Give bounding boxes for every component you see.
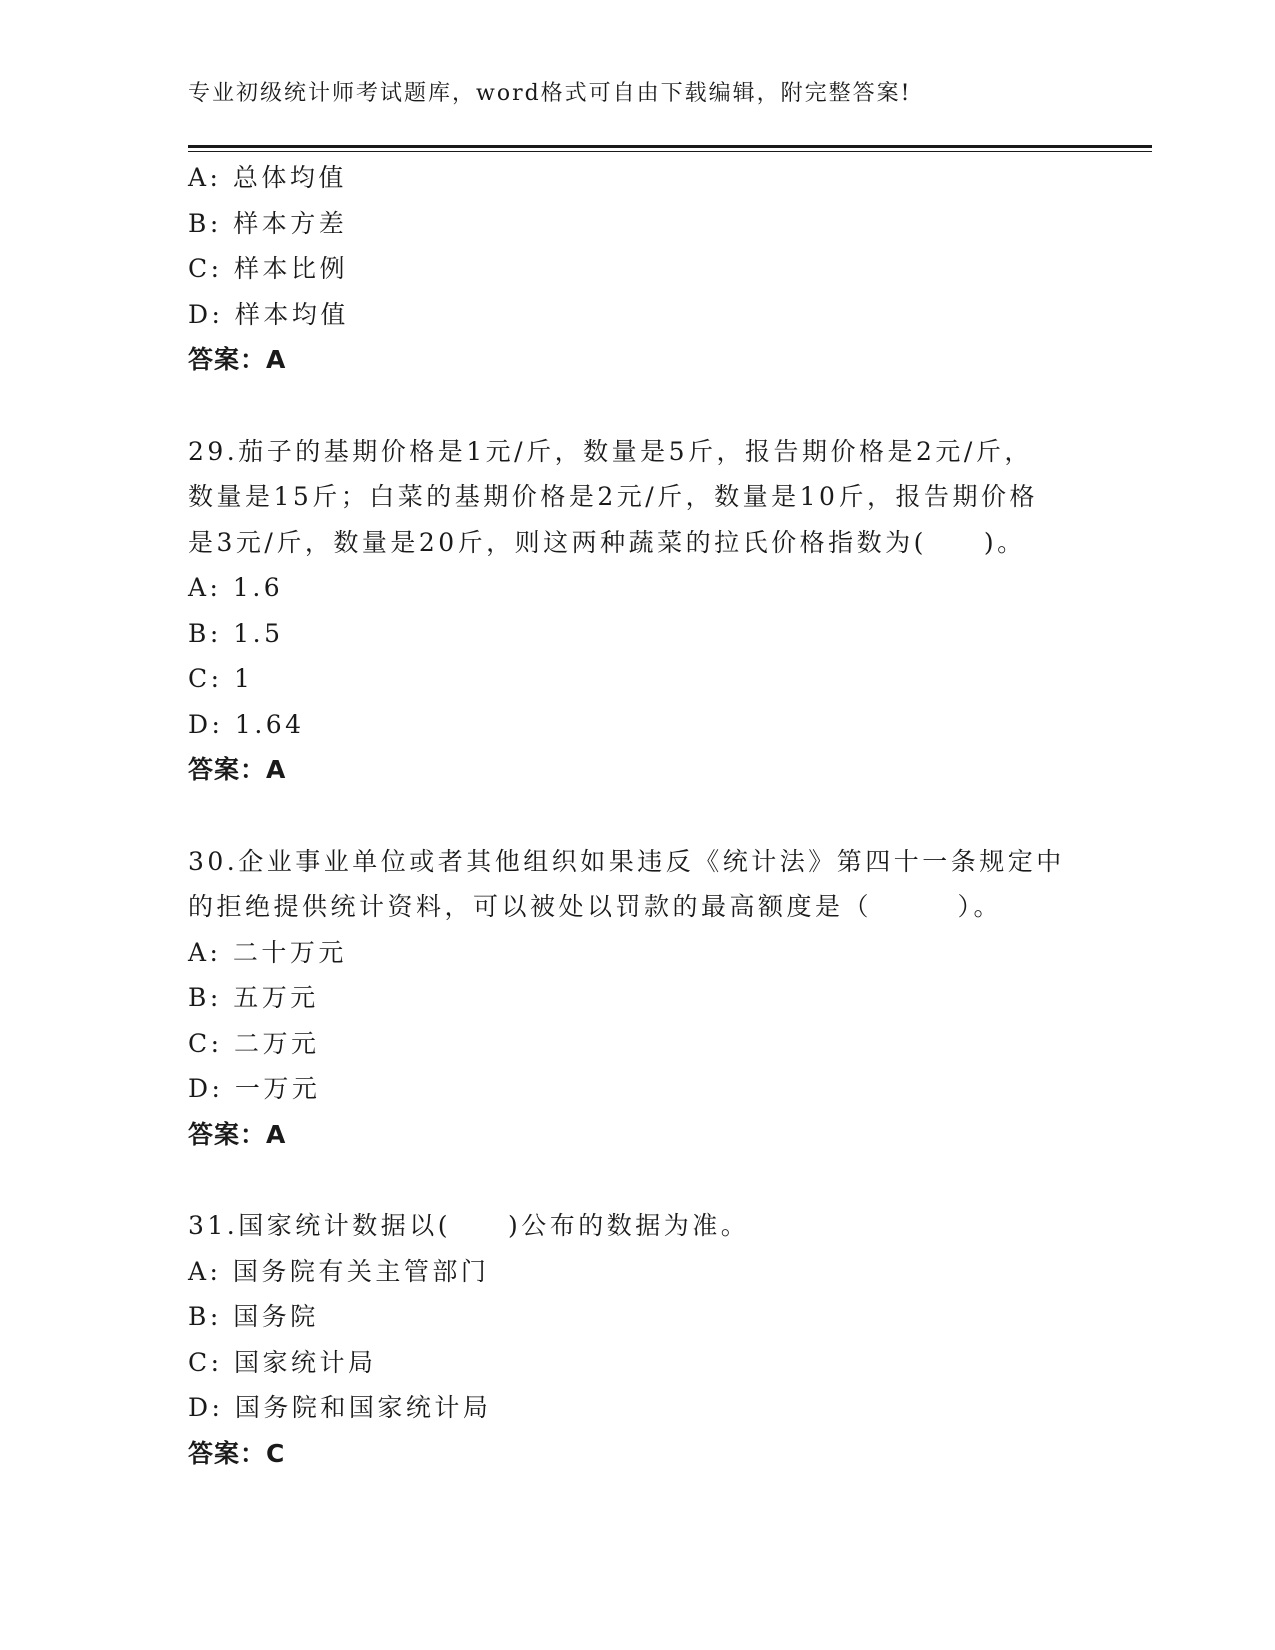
option-a: A: 1.6 (188, 573, 284, 602)
document-body (188, 155, 1088, 1476)
option-a: A: 二十万元 (188, 937, 347, 967)
option-c: C: 1 (188, 664, 254, 693)
option-a: A: 国务院有关主管部门 (188, 1256, 490, 1286)
question-30 (188, 839, 1088, 1158)
option-d: D: 样本均值 (188, 299, 349, 329)
question-29 (188, 429, 1088, 793)
option-d: D: 国务院和国家统计局 (188, 1393, 492, 1422)
option-c: C: 二万元 (188, 1028, 320, 1058)
answer: 答案：C (188, 1438, 286, 1468)
option-d: D: 1.64 (188, 709, 305, 739)
header-rule-thick (188, 145, 1152, 148)
option-b: B: 样本方差 (188, 208, 348, 238)
option-d: D: 一万元 (188, 1074, 321, 1103)
question-text-line: 31.国家统计数据以( )公布的数据为准。 (188, 1211, 750, 1240)
answer: 答案：A (188, 1119, 287, 1149)
question-text-line: 30.企业事业单位或者其他组织如果违反《统计法》第四十一条规定中 (188, 846, 1065, 876)
option-a: A: 总体均值 (188, 163, 347, 192)
question-31 (188, 1203, 1088, 1476)
document-header: 专业初级统计师考试题库，word格式可自由下载编辑，附完整答案! (188, 81, 912, 106)
answer: 答案：A (188, 345, 287, 374)
question-text-line: 的拒绝提供统计资料，可以被处以罚款的最高额度是（ ）。 (188, 892, 1003, 921)
option-c: C: 样本比例 (188, 254, 348, 283)
answer: 答案：A (188, 755, 287, 784)
question-block-previous (188, 155, 1088, 383)
question-text-line: 是3元/斤，数量是20斤，则这两种蔬菜的拉氏价格指数为( )。 (188, 527, 1026, 557)
question-text-line: 数量是15斤；白菜的基期价格是2元/斤，数量是10斤，报告期价格 (188, 482, 1038, 511)
option-b: B: 国务院 (188, 1302, 319, 1331)
header-rule-thin (188, 151, 1152, 152)
question-text-line: 29.茄子的基期价格是1元/斤，数量是5斤，报告期价格是2元/斤， (188, 436, 1033, 466)
option-c: C: 国家统计局 (188, 1347, 377, 1377)
option-b: B: 1.5 (188, 618, 284, 648)
option-b: B: 五万元 (188, 983, 319, 1012)
